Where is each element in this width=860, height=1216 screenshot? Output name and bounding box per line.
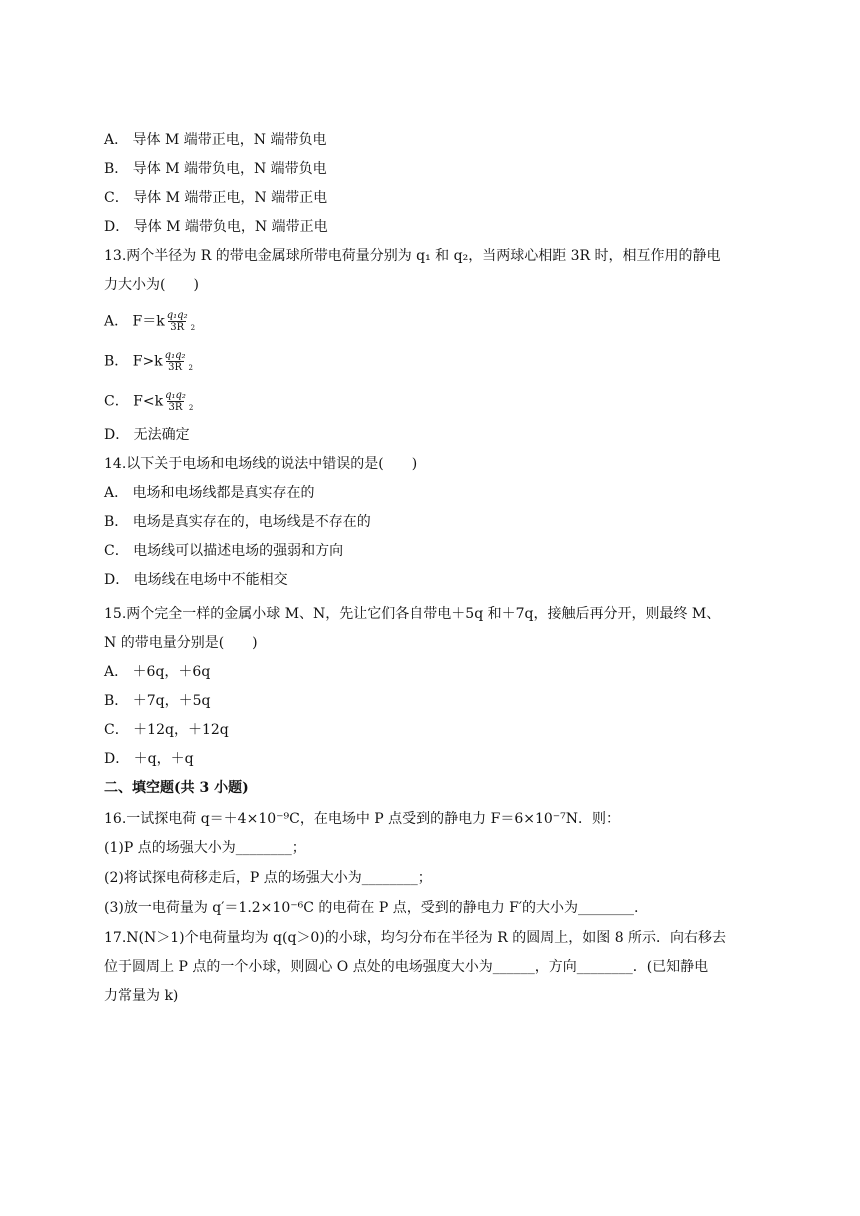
q13-option-a-prefix: A． F＝k — [104, 313, 165, 330]
q15-option-c: C． ＋12q，＋12q — [104, 722, 229, 738]
q17-line-1: 17.N(N＞1)个电荷量均为 q(q＞0)的小球，均匀分布在半径为 R 的圆周上，如图 8 所示．向右移去 — [104, 930, 727, 946]
q16-part-2: (2)将试探电荷移走后，P 点的场强大小为________； — [104, 870, 432, 886]
q12-option-b: B． 导体 M 端带负电，N 端带负电 — [104, 161, 327, 177]
q12-option-a: A． 导体 M 端带正电，N 端带负电 — [104, 132, 327, 148]
q13-option-b — [104, 350, 774, 378]
q16-part-1: (1)P 点的场强大小为________； — [104, 840, 306, 856]
q17-line-2: 位于圆周上 P 点的一个小球，则圆心 O 点处的电场强度大小为______，方向________．(已知静电 — [104, 959, 709, 975]
q12-option-c: C． 导体 M 端带正电，N 端带正电 — [104, 190, 328, 206]
q15-stem-line1: 15.两个完全一样的金属小球 M、N，先让它们各自带电＋5q 和＋7q，接触后再分开，则最终 M、 — [104, 606, 721, 622]
q13-option-a-fraction — [165, 310, 190, 333]
fraction-numerator: q₁q₂ — [164, 350, 186, 361]
q15-option-d: D． ＋q，＋q — [104, 751, 194, 767]
q13-option-b-fraction — [163, 350, 188, 373]
fraction-numerator: q₁q₂ — [166, 310, 188, 321]
q12-option-d: D． 导体 M 端带负电，N 端带正电 — [104, 219, 328, 235]
fraction-denominator: 3R — [168, 402, 183, 413]
q13-option-a — [104, 310, 774, 338]
q14-option-a: A． 电场和电场线都是真实存在的 — [104, 485, 315, 501]
q15-stem-line2: N 的带电量分别是( ) — [104, 635, 258, 651]
fraction-exponent: 2 — [190, 323, 196, 332]
q13-option-d: D． 无法确定 — [104, 427, 190, 443]
section-heading: 二、填空题(共 3 小题) — [104, 780, 249, 796]
fraction-denominator: 3R — [168, 362, 183, 373]
q13-option-c-fraction — [163, 390, 188, 413]
fraction-exponent: 2 — [188, 363, 193, 372]
q13-option-c-prefix: C． F<k — [104, 393, 164, 410]
q13-stem-line1: 13.两个半径为 R 的带电金属球所带电荷量分别为 q₁ 和 q₂，当两球心相距 3R 时，相互作用的静电 — [104, 248, 721, 264]
q13-option-b-prefix: B． F>k — [104, 353, 163, 370]
q16-stem: 16.一试探电荷 q＝＋4×10⁻⁹C，在电场中 P 点受到的静电力 F＝6×10⁻⁷N．则： — [104, 811, 621, 827]
q16-part-3: (3)放一电荷量为 q′＝1.2×10⁻⁶C 的电荷在 P 点，受到的静电力 F′的大小为________. — [104, 900, 639, 916]
q13-option-c — [104, 390, 774, 418]
fraction-numerator: q₁q₂ — [165, 390, 186, 401]
q14-stem: 14.以下关于电场和电场线的说法中错误的是( ) — [104, 456, 418, 472]
fraction-denominator: 3R — [170, 322, 185, 333]
fraction-exponent: 2 — [188, 403, 194, 412]
q17-line-3: 力常量为 k) — [104, 988, 179, 1004]
q14-option-b: B． 电场是真实存在的，电场线是不存在的 — [104, 514, 371, 530]
q15-option-a: A． ＋6q，＋6q — [104, 664, 211, 680]
q15-option-b: B． ＋7q，＋5q — [104, 693, 211, 709]
q14-option-d: D． 电场线在电场中不能相交 — [104, 572, 288, 588]
q14-option-c: C． 电场线可以描述电场的强弱和方向 — [104, 543, 344, 559]
q13-stem-line2: 力大小为( ) — [104, 277, 199, 293]
